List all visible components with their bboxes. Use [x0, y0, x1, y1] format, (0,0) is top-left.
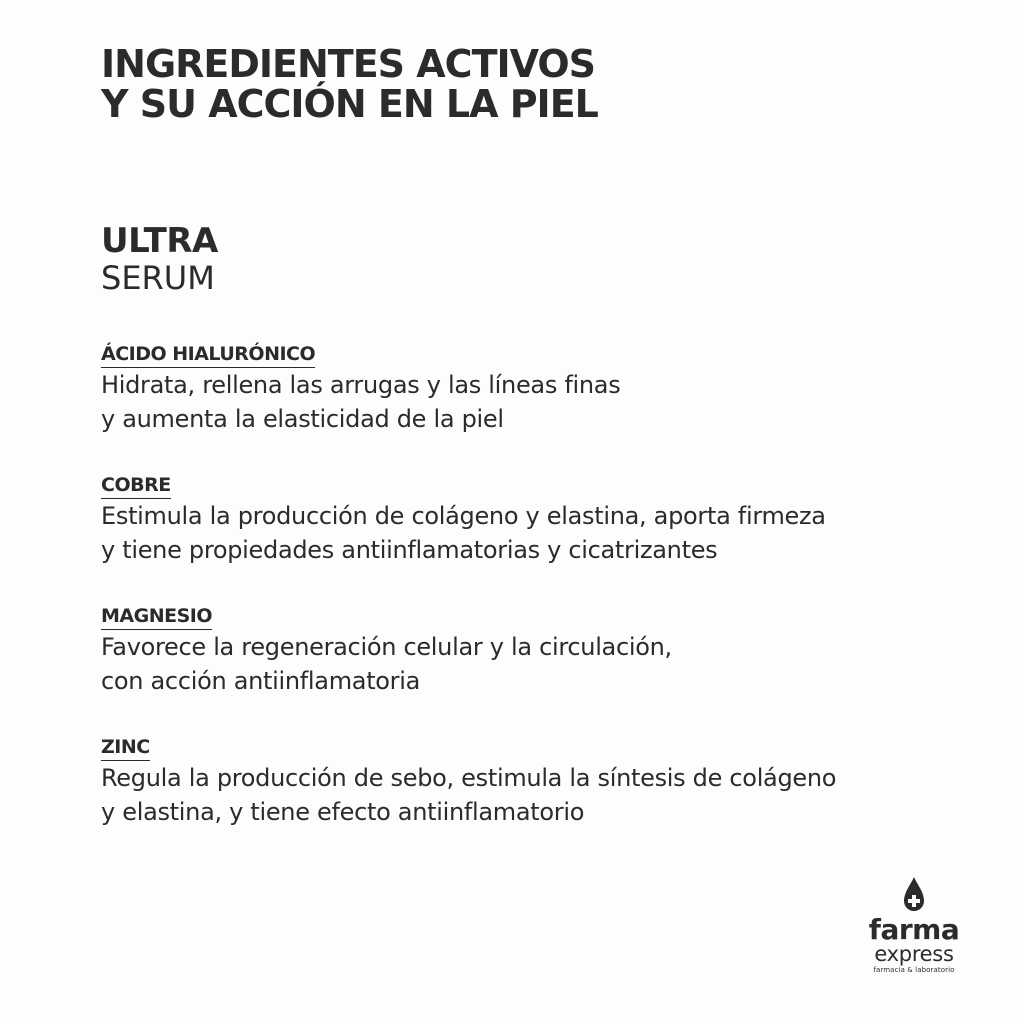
- ingredient-description-line1: Hidrata, rellena las arrugas y las líneas finas: [101, 371, 621, 399]
- ingredient-name: ÁCIDO HIALURÓNICO: [101, 341, 315, 368]
- ingredient-magnesio: [101, 603, 981, 698]
- product-name: ULTRA: [101, 221, 218, 261]
- logo-sub: express: [874, 942, 954, 966]
- ingredient-name: ZINC: [101, 734, 150, 761]
- drop-cross-icon: [902, 876, 926, 914]
- logo-brand: farma: [868, 913, 960, 946]
- ingredient-description: [101, 630, 981, 698]
- ingredient-description: [101, 761, 981, 829]
- ingredient-acido-hialuronico: [101, 341, 981, 436]
- ingredient-description-line2: y aumenta la elasticidad de la piel: [101, 405, 504, 433]
- page-title-line2: Y SU ACCIÓN EN LA PIEL: [101, 82, 598, 126]
- ingredient-name: COBRE: [101, 472, 171, 499]
- ingredient-description-line1: Favorece la regeneración celular y la circulación,: [101, 633, 672, 661]
- page-title-line1: INGREDIENTES ACTIVOS: [101, 42, 596, 86]
- ingredient-description: [101, 499, 981, 567]
- farma-express-logo: [866, 876, 962, 976]
- ingredient-name: MAGNESIO: [101, 603, 212, 630]
- ingredient-cobre: [101, 472, 981, 567]
- ingredient-description-line2: con acción antiinflamatoria: [101, 667, 421, 695]
- ingredient-description-line2: y tiene propiedades antiinflamatorias y cicatrizantes: [101, 536, 718, 564]
- ingredient-description-line1: Estimula la producción de colágeno y elastina, aporta firmeza: [101, 502, 826, 530]
- logo-tagline: farmacia & laboratorio: [873, 966, 955, 974]
- ingredient-description: [101, 368, 981, 436]
- product-type: SERUM: [101, 259, 215, 297]
- ingredient-zinc: [101, 734, 981, 829]
- ingredient-description-line1: Regula la producción de sebo, estimula la síntesis de colágeno: [101, 764, 837, 792]
- product-heading: [101, 222, 218, 296]
- page-title: [101, 44, 598, 124]
- ingredient-description-line2: y elastina, y tiene efecto antiinflamatorio: [101, 798, 585, 826]
